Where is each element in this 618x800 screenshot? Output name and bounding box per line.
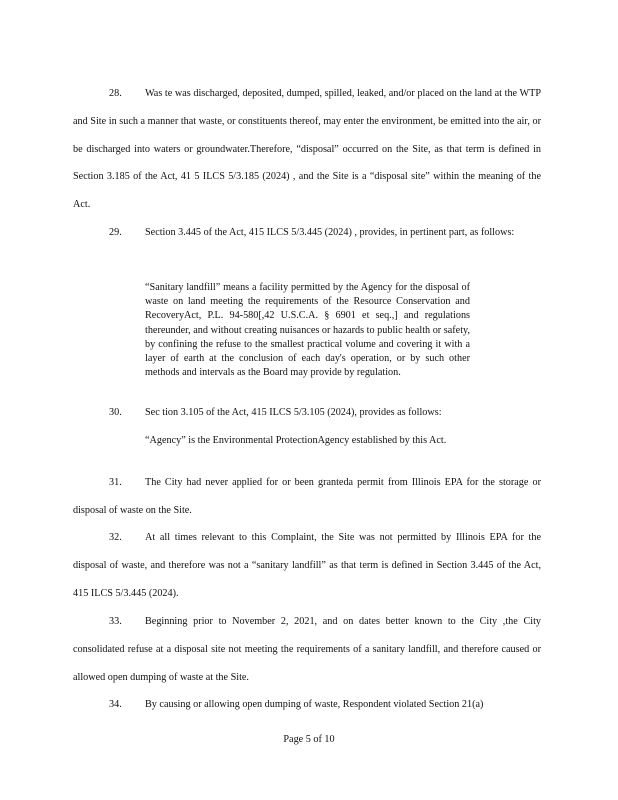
paragraph-number: 33. xyxy=(109,616,122,627)
paragraph-number: 30. xyxy=(109,407,122,418)
paragraph-text: By causing or allowing open dumping of waste, Respondent violated Section 21(a) xyxy=(145,699,484,710)
paragraph-number: 29. xyxy=(109,227,122,238)
paragraph-29 xyxy=(73,219,541,247)
paragraph-number: 32. xyxy=(109,532,122,543)
paragraph-number: 28. xyxy=(109,88,122,99)
paragraph-32 xyxy=(73,524,541,607)
paragraph-28 xyxy=(73,80,541,219)
paragraph-text: Section 3.445 of the Act, 415 ILCS 5/3.445 (2024) , provides, in pertinent part, as follows: xyxy=(145,227,515,238)
page-footer: Page 5 of 10 xyxy=(283,734,335,745)
paragraph-33 xyxy=(73,608,541,691)
paragraph-text: Was te was discharged, deposited, dumped, spilled, leaked, and/or placed on the land at the WTP and Site in such a manner that waste, or constituents thereof, may enter the environment, be emitted into the air, or be discharged into waters or groundwater.Therefore, “disposal” occurred on the Site, as that term is defined in Section 3.185 of the Act, 41 5 ILCS 5/3.185 (2024) , and the Site is a “disposal site” within the meaning of the Act. xyxy=(73,88,541,211)
paragraph-30 xyxy=(73,399,541,427)
paragraph-text: At all times relevant to this Complaint, the Site was not permitted by Illinois EPA for the disposal of waste, and therefore was not a “sanitary landfill” as that term is defined in Section 3.445 of the Act, 415 ILCS 5/3.445 (2024). xyxy=(73,532,541,599)
paragraph-31 xyxy=(73,469,541,525)
paragraph-number: 34. xyxy=(109,699,122,710)
paragraph-text: The City had never applied for or been granteda permit from Illinois EPA for the storage or disposal of waste on the Site. xyxy=(73,477,541,516)
quote-agency: “Agency” is the Environmental ProtectionAgency established by this Act. xyxy=(145,435,447,446)
paragraph-number: 31. xyxy=(109,477,122,488)
paragraph-text: Sec tion 3.105 of the Act, 415 ILCS 5/3.105 (2024), provides as follows: xyxy=(145,407,442,418)
paragraph-text: Beginning prior to November 2, 2021, and on dates better known to the City ,the City consolidated refuse at a disposal site not meeting the requirements of a sanitary landfill, and therefore caused or allowed open dumping of waste at the Site. xyxy=(73,616,541,683)
quote-sanitary-landfill: “Sanitary landfill” means a facility permitted by the Agency for the disposal of waste on land meeting the requirements of the Resource Conservation and RecoveryAct, P.L. 94-580[,42 U.S.C.A. § 6901 et seq.,] and regulations thereunder, and without creating nuisances or hazards to public health or safety, by confining the refuse to the smallest practical volume and covering it with a layer of earth at the conclusion of each day's operation, or by such other methods and intervals as the Board may provide by regulation. xyxy=(145,282,470,379)
paragraph-34 xyxy=(73,691,541,719)
